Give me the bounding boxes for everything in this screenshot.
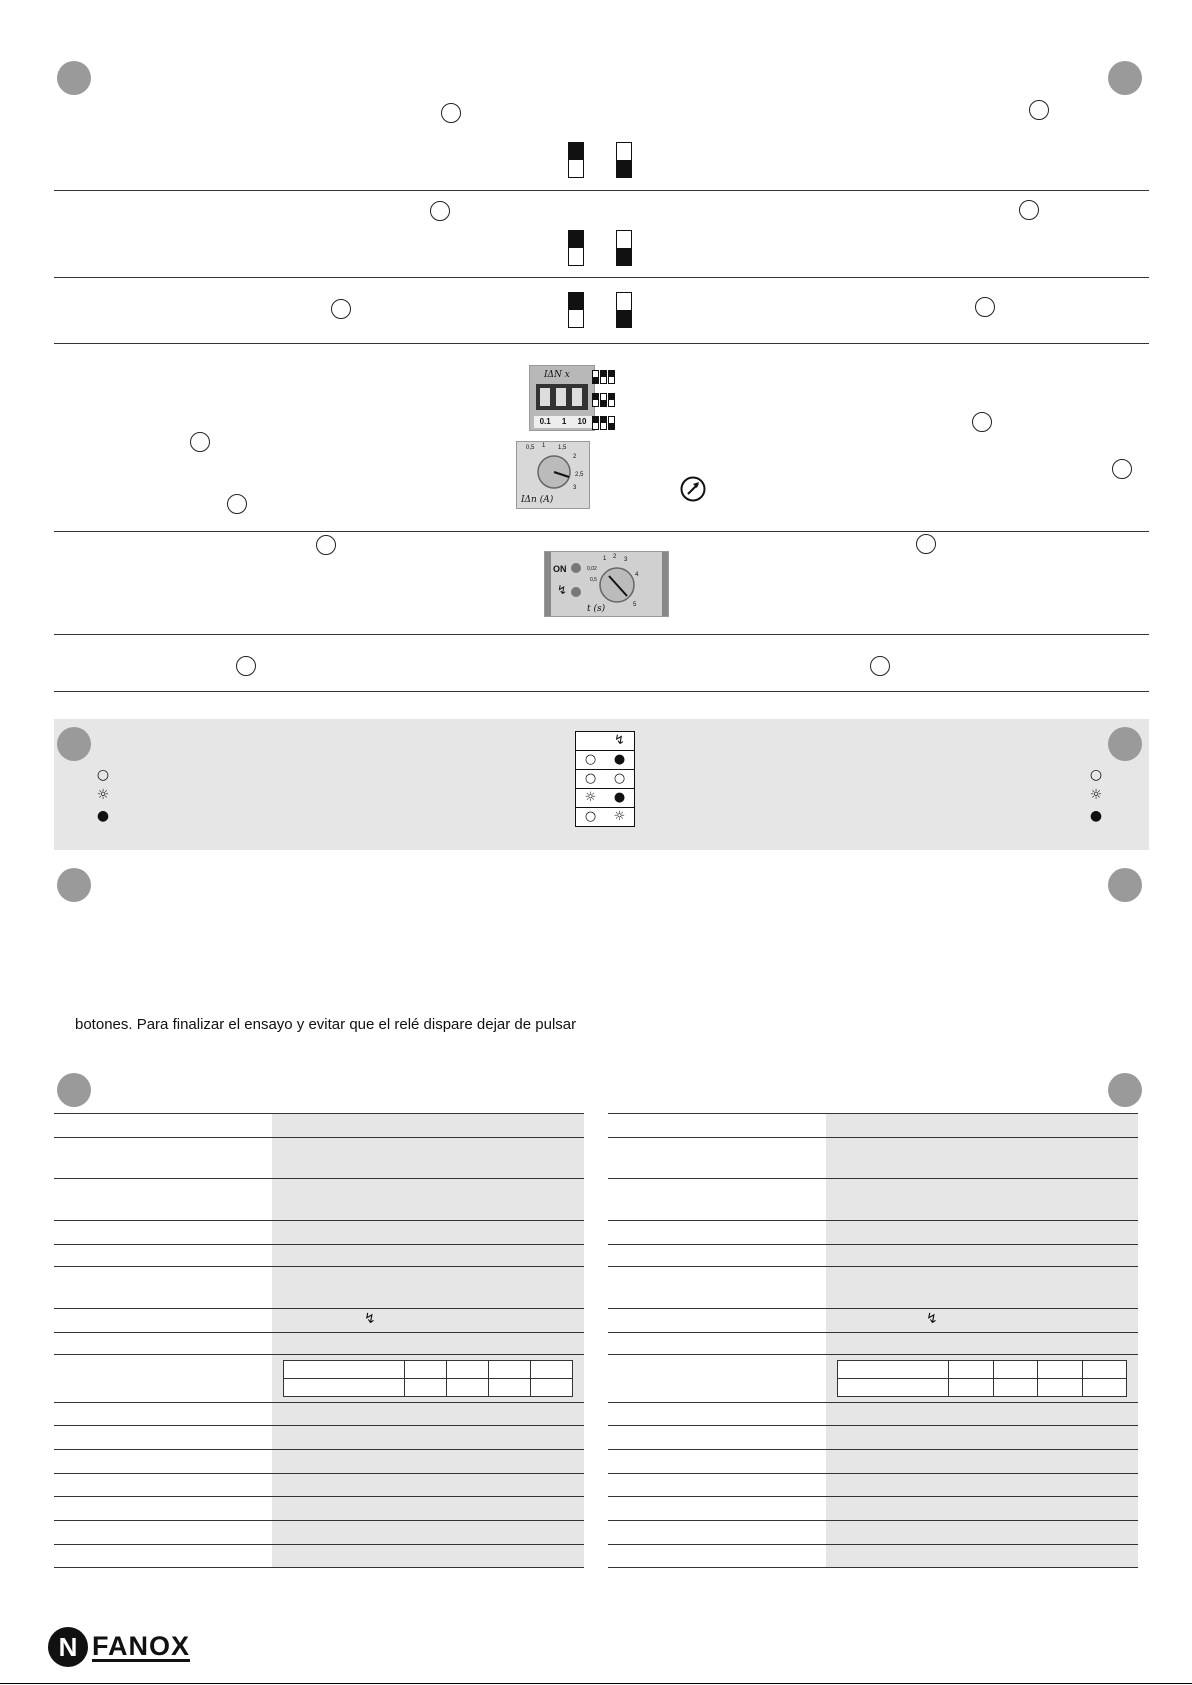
section-marker-right-3 [1108,868,1142,902]
mini-dip-group [592,416,616,430]
fanox-mark-icon [48,1627,88,1667]
table-row [54,1474,584,1497]
led-state-table [575,731,635,827]
ref-circle [331,299,351,319]
dial-tick: 3 [624,557,628,563]
table-row [54,1114,584,1138]
dip-switch-down [616,292,632,328]
ref-circle [227,494,247,514]
dip-switch-down [616,142,632,178]
fanox-logo [48,1627,190,1667]
table-row [608,1355,1138,1403]
divider [54,531,1149,532]
divider [54,343,1149,344]
ref-circle [916,534,936,554]
table-row [54,1221,584,1245]
table-row [54,1179,584,1221]
dial-tick: 3 [573,485,577,491]
table-row [54,1333,584,1355]
ref-circle [870,656,890,676]
led-table-row [576,751,635,770]
led-cell: ○ [576,770,606,789]
led-blink-icon: ☼ [96,787,110,803]
table-row [608,1403,1138,1426]
dial-tick: 5 [633,602,637,608]
dial-tick: 1 [542,443,546,449]
table-row [608,1333,1138,1355]
table-row [608,1450,1138,1474]
ref-circle [972,412,992,432]
table-row [608,1245,1138,1267]
table-row [54,1450,584,1474]
table-row [608,1426,1138,1450]
divider [54,634,1149,635]
logo-mark-letter: N [58,1631,78,1662]
table-row [54,1521,584,1545]
section-marker-left-1 [57,61,91,95]
table-row [608,1521,1138,1545]
led-cell: ☼ [576,789,606,808]
spec-table-left [54,1113,584,1568]
dial-tick: 4 [635,572,639,578]
led-cell [576,732,606,751]
current-dial-photo [516,441,590,509]
ref-circle [1019,200,1039,220]
spec-table-right [608,1113,1138,1568]
led-cell: ○ [605,770,635,789]
table-row [608,1138,1138,1179]
table-row [54,1309,584,1333]
table-row [54,1545,584,1568]
table-row [608,1221,1138,1245]
dial-label: t (s) [587,604,606,614]
led-cell: ● [605,751,635,770]
divider [54,190,1149,191]
led-cell: ○ [576,751,606,770]
mini-dip-group [592,370,616,384]
led-blink-icon: ☼ [1089,787,1103,803]
ref-circle [236,656,256,676]
dial-tick: 1 [603,556,607,562]
led-table-row [576,770,635,789]
ref-circle [441,103,461,123]
table-row [608,1474,1138,1497]
table-row [608,1114,1138,1138]
table-row [608,1545,1138,1568]
bottom-rule [0,1683,1192,1684]
table-row [54,1355,584,1403]
dial-label: IΔn (A) [521,495,554,505]
dip-scale-label: 1 [561,417,567,426]
dial-tick: 2 [573,454,577,460]
table-row [608,1309,1138,1333]
trip-bolt-icon: ↯ [614,733,625,748]
brand-name: FANOX [92,1630,191,1661]
ref-circle [430,201,450,221]
ref-circle [316,535,336,555]
dip-scale-label: 10 [577,417,587,426]
table-row [54,1426,584,1450]
ref-circle [190,432,210,452]
dial-tick: 0,5 [590,577,597,583]
section-marker-right-4 [1108,1073,1142,1107]
section-marker-right-2 [1108,727,1142,761]
dip-switch-down [616,230,632,266]
led-table-row [576,808,635,827]
section-marker-left-3 [57,868,91,902]
led-cell: ○ [576,808,606,827]
dial-tick: 2 [613,554,617,560]
dial-tick: 0,5 [526,445,535,451]
dial-tick: 0,02 [587,566,597,572]
ref-circle [975,297,995,317]
table-row [608,1179,1138,1221]
led-on-icon: ● [1089,808,1103,824]
table-row [54,1403,584,1426]
time-dial-photo [544,551,669,617]
led-off-icon: ○ [1089,767,1103,783]
test-instruction-text: botones. Para finalizar el ensayo y evitar que el relé dispare dejar de pulsar [75,1016,577,1033]
led-off-icon: ○ [96,767,110,783]
ref-circle [1112,459,1132,479]
divider [54,691,1149,692]
table-row [54,1138,584,1179]
section-marker-left-4 [57,1073,91,1107]
trip-bolt-icon: ↯ [557,583,568,597]
led-cell: ● [605,789,635,808]
divider [54,277,1149,278]
led-cell: ☼ [605,808,635,827]
dial-tick: 1,5 [558,445,567,451]
table-row [54,1497,584,1521]
mini-dip-group [592,393,616,407]
trip-bolt-icon: ↯ [364,1311,376,1327]
led-table-row [576,789,635,808]
dip-switch-photo [529,365,595,431]
dip-switch-up [568,292,584,328]
dial-tick: 2,5 [575,472,584,478]
ref-circle [1029,100,1049,120]
table-row [608,1267,1138,1309]
dip-switch-up [568,142,584,178]
inner-grid [837,1360,1127,1397]
trip-bolt-icon: ↯ [926,1311,938,1327]
table-row [54,1245,584,1267]
dip-scale-label: 0.1 [539,417,551,426]
table-row [608,1497,1138,1521]
on-label: ON [553,564,567,574]
dip-photo-label: IΔN x [544,370,570,380]
inner-grid [283,1360,573,1397]
section-marker-left-2 [57,727,91,761]
led-on-icon: ● [96,808,110,824]
table-row [54,1267,584,1309]
gauge-icon [680,476,706,502]
led-table-header [576,732,635,751]
dip-switch-up [568,230,584,266]
section-marker-right-1 [1108,61,1142,95]
